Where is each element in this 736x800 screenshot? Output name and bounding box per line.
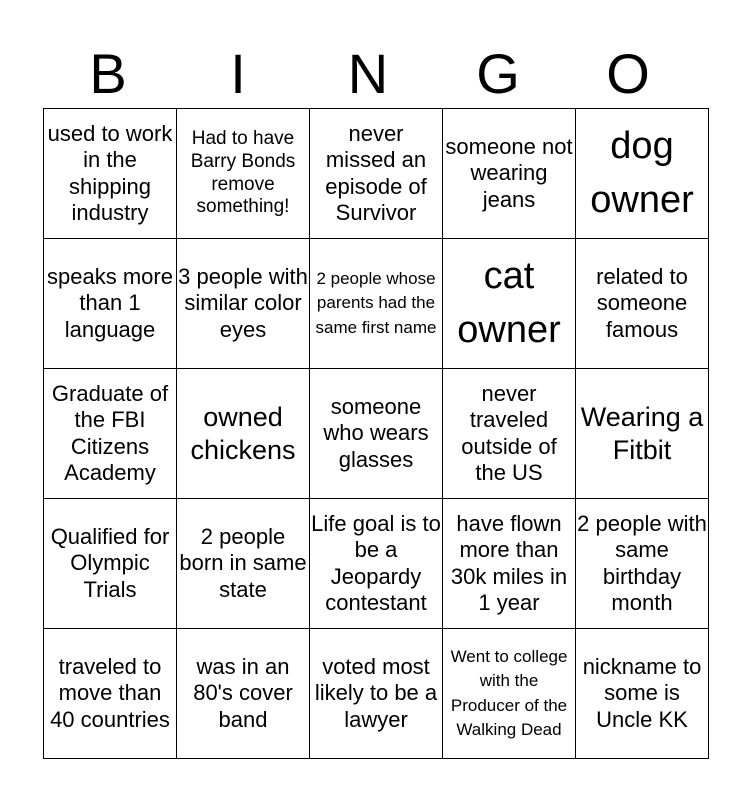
bingo-cell[interactable]: 2 people whose parents had the same first name <box>310 239 443 369</box>
bingo-cell[interactable]: used to work in the shipping industry <box>44 109 177 239</box>
bingo-cell[interactable]: speaks more than 1 language <box>44 239 177 369</box>
bingo-cell[interactable]: traveled to move than 40 countries <box>44 629 177 759</box>
header-letter-i: I <box>230 42 246 105</box>
bingo-cell[interactable]: related to someone famous <box>576 239 709 369</box>
bingo-cell[interactable]: never traveled outside of the US <box>443 369 576 499</box>
header-letter-n: N <box>347 42 389 105</box>
bingo-cell[interactable]: dog owner <box>576 109 709 239</box>
bingo-cell[interactable]: nickname to some is Uncle KK <box>576 629 709 759</box>
header-letter-o: O <box>606 42 650 105</box>
bingo-cell[interactable]: 2 people with same birthday month <box>576 499 709 629</box>
header-letter-b: B <box>89 42 127 105</box>
bingo-cell[interactable]: Qualified for Olympic Trials <box>44 499 177 629</box>
bingo-cell[interactable]: cat owner <box>443 239 576 369</box>
board-row-3 <box>44 369 709 499</box>
bingo-cell[interactable]: Went to college with the Producer of the Walking Dead <box>443 629 576 759</box>
bingo-cell[interactable]: Graduate of the FBI Citizens Academy <box>44 369 177 499</box>
bingo-cell[interactable]: Life goal is to be a Jeopardy contestant <box>310 499 443 629</box>
bingo-cell[interactable]: Wearing a Fitbit <box>576 369 709 499</box>
bingo-cell[interactable]: owned chickens <box>177 369 310 499</box>
bingo-cell[interactable]: never missed an episode of Survivor <box>310 109 443 239</box>
bingo-cell[interactable]: voted most likely to be a lawyer <box>310 629 443 759</box>
board-row-1 <box>44 109 709 239</box>
bingo-cell[interactable]: Had to have Barry Bonds remove something! <box>177 109 310 239</box>
board-row-4 <box>44 499 709 629</box>
bingo-board <box>43 108 709 759</box>
header-letter-g: G <box>476 42 520 105</box>
bingo-cell[interactable]: someone who wears glasses <box>310 369 443 499</box>
bingo-cell[interactable]: was in an 80's cover band <box>177 629 310 759</box>
bingo-cell[interactable]: 3 people with similar color eyes <box>177 239 310 369</box>
bingo-cell[interactable]: 2 people born in same state <box>177 499 310 629</box>
board-row-5 <box>44 629 709 759</box>
bingo-cell[interactable]: someone not wearing jeans <box>443 109 576 239</box>
bingo-cell[interactable]: have flown more than 30k miles in 1 year <box>443 499 576 629</box>
board-row-2 <box>44 239 709 369</box>
bingo-header <box>43 40 693 108</box>
